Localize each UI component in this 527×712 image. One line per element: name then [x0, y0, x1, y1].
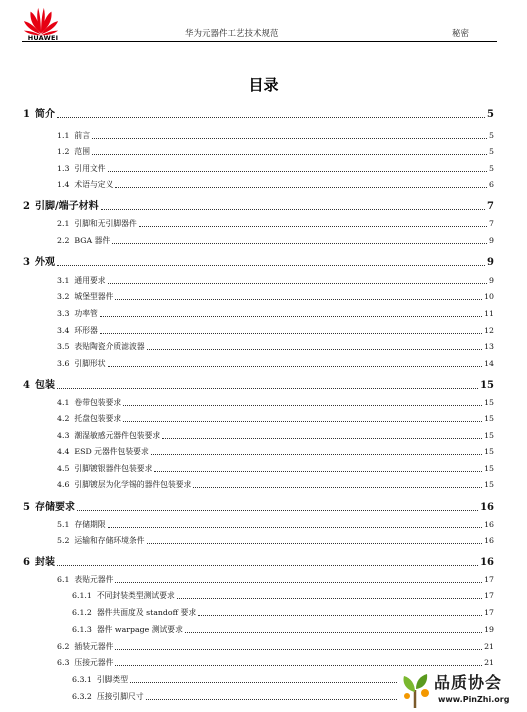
- toc-entry-number: 4.5: [57, 464, 70, 473]
- toc-entry[interactable]: [57, 574, 494, 586]
- toc-entry[interactable]: [23, 502, 494, 514]
- toc-entry-title: 引脚和无引脚器件: [74, 219, 137, 228]
- toc-entry-title: 简介: [34, 109, 55, 120]
- watermark: [398, 668, 524, 710]
- toc-entry-title: 前言: [74, 131, 90, 140]
- toc-entry-number: 3.2: [57, 292, 70, 301]
- toc-dot-leader: [139, 226, 487, 227]
- toc-entry-number: 2.1: [57, 219, 70, 228]
- toc-entry-number: 6.2: [57, 642, 70, 651]
- toc-entry[interactable]: [23, 257, 494, 269]
- toc-entry-number: 1: [23, 109, 30, 120]
- toc-entry-number: 6.1.3: [72, 625, 92, 634]
- toc-entry-number: 4.3: [57, 431, 70, 440]
- toc-entry[interactable]: [23, 557, 494, 569]
- toc-entry-number: 3.1: [57, 276, 70, 285]
- toc-entry[interactable]: [57, 308, 494, 320]
- toc-dot-leader: [115, 665, 482, 666]
- toc-dot-leader: [154, 471, 482, 472]
- toc-entry-title: 封装: [34, 557, 55, 568]
- toc-entry-number: 5.1: [57, 520, 70, 529]
- toc-entry-title: 引脚镀银器件包装要求: [74, 464, 153, 473]
- toc-dot-leader: [123, 421, 482, 422]
- toc-entry[interactable]: [57, 179, 494, 191]
- tree-leaf-icon: [398, 668, 434, 708]
- toc-entry-number: 6.3.2: [72, 692, 92, 701]
- toc-entry-title: 托盘包装要求: [74, 414, 122, 423]
- toc-entry-page: 16: [480, 557, 494, 568]
- toc-entry-page: 5: [489, 147, 494, 156]
- toc-entry-number: 4.4: [57, 447, 70, 456]
- toc-entry[interactable]: [57, 341, 494, 353]
- toc-entry-title: 潮湿敏感元器件包装要求: [74, 431, 161, 440]
- toc-entry-title: 包装: [34, 380, 55, 391]
- toc-entry-number: 4.1: [57, 398, 70, 407]
- toc-entry-number: 2.2: [57, 236, 70, 245]
- toc-entry-title: 卷带包装要求: [74, 398, 122, 407]
- toc-entry-page: 17: [484, 608, 494, 617]
- toc-entry-page: 15: [484, 464, 494, 473]
- toc-entry[interactable]: [57, 275, 494, 287]
- toc-entry-title: BGA 器件: [74, 236, 111, 245]
- toc-entry-number: 6: [23, 557, 30, 568]
- toc-entry-page: 21: [484, 658, 494, 667]
- toc-dot-leader: [146, 699, 397, 700]
- toc-entry-page: 5: [487, 109, 494, 120]
- toc-entry-title: 插装元器件: [74, 642, 114, 651]
- watermark-url: www.PinZhi.org: [438, 695, 510, 704]
- toc-entry-number: 6.3.1: [72, 675, 92, 684]
- toc-entry[interactable]: [57, 130, 494, 142]
- toc-entry[interactable]: [57, 446, 494, 458]
- toc-entry-page: 11: [484, 309, 494, 318]
- toc-entry-page: 15: [484, 431, 494, 440]
- toc-entry-page: 16: [484, 536, 494, 545]
- toc-entry-page: 12: [484, 326, 494, 335]
- toc-entry-title: 城堡型器件: [74, 292, 114, 301]
- toc-entry[interactable]: [57, 235, 494, 247]
- toc-entry-title: 运输和存储环境条件: [74, 536, 145, 545]
- toc-dot-leader: [92, 154, 487, 155]
- toc-entry-title: 压接引脚尺寸: [96, 692, 144, 701]
- toc-entry-title: 引用文件: [74, 164, 106, 173]
- toc-entry-page: 5: [489, 164, 494, 173]
- toc-entry[interactable]: [57, 163, 494, 175]
- toc-entry[interactable]: [57, 479, 494, 491]
- toc-dot-leader: [108, 171, 487, 172]
- toc-entry-number: 4: [23, 380, 30, 391]
- toc-entry-title: 环形器: [74, 326, 98, 335]
- toc-dot-leader: [115, 582, 482, 583]
- toc-dot-leader: [151, 454, 482, 455]
- toc-entry-page: 15: [484, 480, 494, 489]
- toc-entry[interactable]: [57, 325, 494, 337]
- toc-entry-title: 器件共面度及 standoff 要求: [96, 608, 197, 617]
- toc-entry-title: ESD 元器件包装要求: [74, 447, 149, 456]
- toc-entry-title: 表贴元器件: [74, 575, 114, 584]
- toc-entry[interactable]: [72, 624, 494, 636]
- toc-entry[interactable]: [57, 413, 494, 425]
- toc-entry-number: 6.1.1: [72, 591, 92, 600]
- toc-entry-page: 16: [480, 502, 494, 513]
- logo-wordmark: HUAWEI: [27, 34, 59, 42]
- toc-entry-title: 存储期限: [74, 520, 106, 529]
- toc-dot-leader: [100, 333, 482, 334]
- toc-entry[interactable]: [72, 590, 494, 602]
- toc-entry[interactable]: [57, 430, 494, 442]
- toc-entry[interactable]: [23, 109, 494, 121]
- toc-entry-title: 引脚形状: [74, 359, 106, 368]
- toc-dot-leader: [185, 632, 482, 633]
- toc-entry-page: 10: [484, 292, 494, 301]
- toc-entry-number: 2: [23, 201, 30, 212]
- toc-entry[interactable]: [57, 146, 494, 158]
- toc-entry-title: 引脚镀层为化学锡的器件包装要求: [74, 480, 192, 489]
- toc-entry-page: 15: [484, 447, 494, 456]
- toc-entry-page: 9: [487, 257, 494, 268]
- classification-label: 秘密: [452, 29, 470, 39]
- toc-entry[interactable]: [57, 291, 494, 303]
- toc-dot-leader: [101, 209, 485, 210]
- toc-entry[interactable]: [57, 397, 494, 409]
- toc-entry-title: 引脚/端子材料: [34, 201, 99, 212]
- toc-entry-page: 16: [484, 520, 494, 529]
- toc-dot-leader: [100, 316, 482, 317]
- toc-entry-number: 3: [23, 257, 30, 268]
- toc-entry-number: 1.1: [57, 131, 70, 140]
- toc-dot-leader: [130, 682, 397, 683]
- toc-dot-leader: [115, 649, 482, 650]
- toc-entry-title: 引脚类型: [96, 675, 129, 684]
- toc-entry[interactable]: [57, 218, 494, 230]
- toc-dot-leader: [77, 510, 478, 511]
- toc-entry-number: 3.6: [57, 359, 70, 368]
- toc-dot-leader: [193, 487, 482, 488]
- toc-entry[interactable]: [72, 674, 399, 686]
- toc-entry-page: 13: [484, 342, 494, 351]
- toc-entry[interactable]: [23, 380, 494, 392]
- toc-dot-leader: [147, 543, 483, 544]
- toc-entry[interactable]: [72, 691, 399, 703]
- toc-entry-number: 6.3: [57, 658, 70, 667]
- toc-entry-number: 1.2: [57, 147, 70, 156]
- toc-entry-page: 19: [484, 625, 494, 634]
- toc-entry-page: 15: [480, 380, 494, 391]
- watermark-brand: 品质协会: [434, 673, 503, 692]
- toc-entry-title: 外观: [34, 257, 55, 268]
- toc-dot-leader: [115, 187, 487, 188]
- toc-entry-title: 存储要求: [34, 502, 75, 513]
- toc-entry-number: 5: [23, 502, 30, 513]
- toc-entry-title: 功率管: [74, 309, 98, 318]
- toc-dot-leader: [162, 438, 482, 439]
- toc-entry-page: 6: [489, 180, 494, 189]
- toc-entry-page: 5: [489, 131, 494, 140]
- toc-entry[interactable]: [57, 535, 494, 547]
- toc-dot-leader: [57, 388, 478, 389]
- toc-entry-page: 17: [484, 591, 494, 600]
- toc-entry-number: 1.4: [57, 180, 70, 189]
- toc-entry-title: 器件 warpage 测试要求: [96, 625, 183, 634]
- toc-entry-page: 15: [484, 414, 494, 423]
- toc-dot-leader: [123, 405, 482, 406]
- toc-entry[interactable]: [57, 519, 494, 531]
- toc-dot-leader: [92, 138, 487, 139]
- toc-entry-number: 4.2: [57, 414, 70, 423]
- toc-dot-leader: [115, 299, 482, 300]
- toc-entry-number: 5.2: [57, 536, 70, 545]
- toc-dot-leader: [112, 243, 487, 244]
- toc-entry-title: 术语与定义: [74, 180, 114, 189]
- toc-entry[interactable]: [57, 358, 494, 370]
- toc-entry[interactable]: [23, 201, 494, 213]
- toc-dot-leader: [108, 527, 482, 528]
- toc-entry-page: 21: [484, 642, 494, 651]
- toc-dot-leader: [57, 117, 485, 118]
- toc-entry-page: 7: [489, 219, 494, 228]
- document-title: 华为元器件工艺技术规范: [185, 29, 279, 39]
- toc-dot-leader: [177, 598, 482, 599]
- toc-dot-leader: [108, 283, 487, 284]
- toc-entry-title: 不同封装类型测试要求: [96, 591, 175, 600]
- toc-entry-page: 9: [489, 276, 494, 285]
- toc-entry[interactable]: [57, 641, 494, 653]
- toc-entry-page: 9: [489, 236, 494, 245]
- toc-dot-leader: [57, 265, 485, 266]
- toc-entry-title: 压接元器件: [74, 658, 114, 667]
- toc-entry-number: 1.3: [57, 164, 70, 173]
- toc-entry-number: 4.6: [57, 480, 70, 489]
- toc-entry-page: 17: [484, 575, 494, 584]
- toc-entry[interactable]: [57, 463, 494, 475]
- toc-entry-number: 6.1.2: [72, 608, 92, 617]
- toc-entry-title: 表贴陶瓷介质滤波器: [74, 342, 145, 351]
- toc-entry-page: 15: [484, 398, 494, 407]
- toc-entry-title: 通用要求: [74, 276, 106, 285]
- toc-dot-leader: [147, 349, 483, 350]
- toc-heading: 目录: [248, 76, 279, 94]
- toc-entry-number: 3.5: [57, 342, 70, 351]
- toc-entry-page: 7: [487, 201, 494, 212]
- toc-entry[interactable]: [72, 607, 494, 619]
- toc-entry-title: 范围: [74, 147, 90, 156]
- toc-dot-leader: [108, 366, 482, 367]
- toc-dot-leader: [57, 565, 478, 566]
- toc-dot-leader: [198, 615, 482, 616]
- toc-entry-number: 3.4: [57, 326, 70, 335]
- toc-entry-number: 3.3: [57, 309, 70, 318]
- toc-entry-number: 6.1: [57, 575, 70, 584]
- toc-entry-page: 14: [484, 359, 494, 368]
